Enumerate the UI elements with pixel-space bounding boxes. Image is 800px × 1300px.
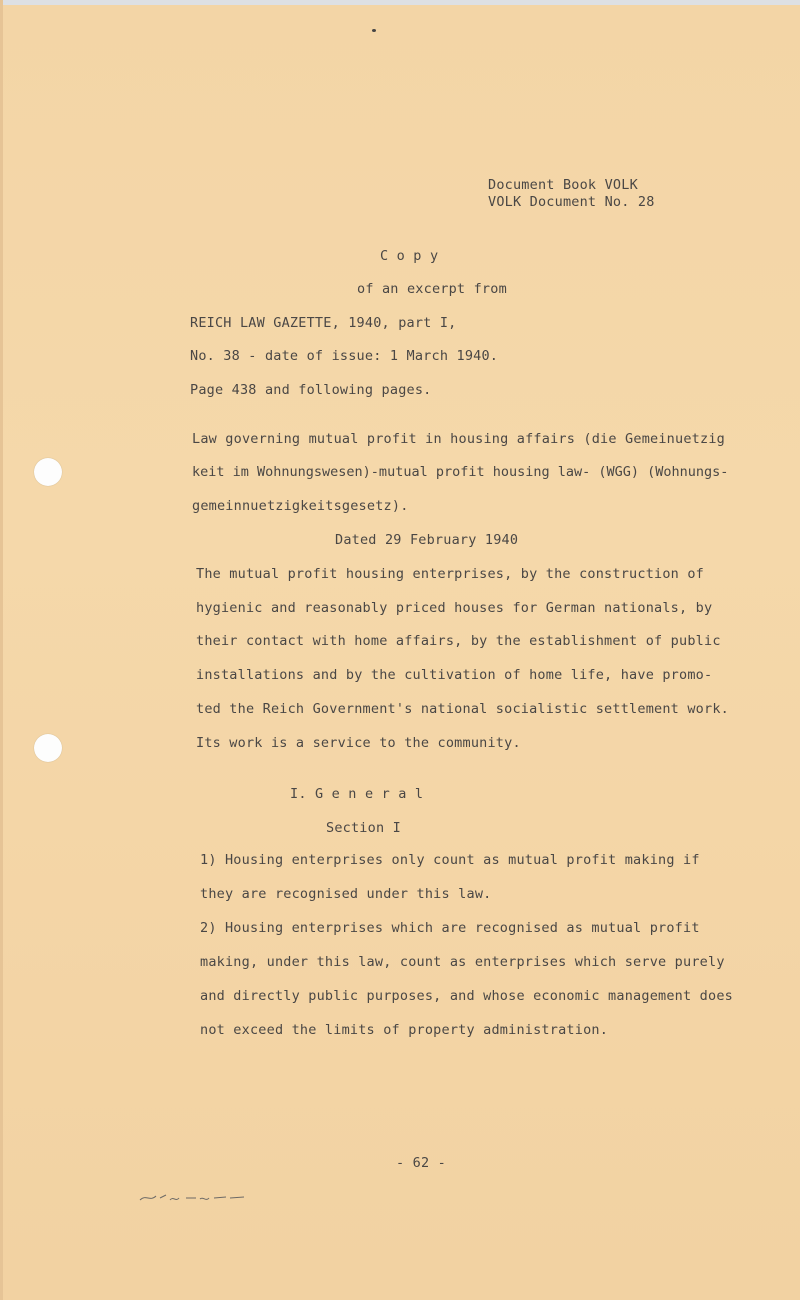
punch-hole-lower [34,734,62,762]
preamble-line-5: ted the Reich Government's national socialistic settlement work. [196,701,729,717]
document-number-label: VOLK Document No. 28 [488,194,655,210]
preamble-line-3: their contact with home affairs, by the establishment of public [196,633,721,649]
issue-line: No. 38 - date of issue: 1 March 1940. [190,348,499,364]
section-text-line-6: not exceed the limits of property administration. [200,1022,609,1038]
section-text-line-3: 2) Housing enterprises which are recognised as mutual profit [200,920,700,936]
scan-left-edge [0,0,3,1300]
law-title-line-2: keit im Wohnungswesen)-mutual profit housing law- (WGG) (Wohnungs- [192,464,729,480]
page-number: - 62 - [396,1155,446,1171]
section-text-line-4: making, under this law, count as enterprises which serve purely [200,954,725,970]
handwritten-scribble [138,1190,248,1206]
part-heading: I. G e n e r a l [290,786,424,802]
preamble-line-4: installations and by the cultivation of home life, have promo- [196,667,713,683]
gazette-line: REICH LAW GAZETTE, 1940, part I, [190,315,457,331]
scan-top-edge [0,0,800,5]
section-text-line-2: they are recognised under this law. [200,886,492,902]
section-heading: Section I [326,820,401,836]
section-text-line-5: and directly public purposes, and whose economic management does [200,988,733,1004]
preamble-line-6: Its work is a service to the community. [196,735,521,751]
document-book-label: Document Book VOLK [488,177,638,193]
dated-line: Dated 29 February 1940 [335,532,519,548]
excerpt-line: of an excerpt from [357,281,507,297]
punch-hole-upper [34,458,62,486]
preamble-line-1: The mutual profit housing enterprises, by the construction of [196,566,704,582]
section-text-line-1: 1) Housing enterprises only count as mutual profit making if [200,852,700,868]
ink-dot [372,29,376,32]
pages-line: Page 438 and following pages. [190,382,432,398]
law-title-line-3: gemeinnuetzigkeitsgesetz). [192,498,409,514]
copy-heading: C o p y [380,248,439,264]
preamble-line-2: hygienic and reasonably priced houses for German nationals, by [196,600,713,616]
law-title-line-1: Law governing mutual profit in housing affairs (die Gemeinuetzig [192,431,725,447]
